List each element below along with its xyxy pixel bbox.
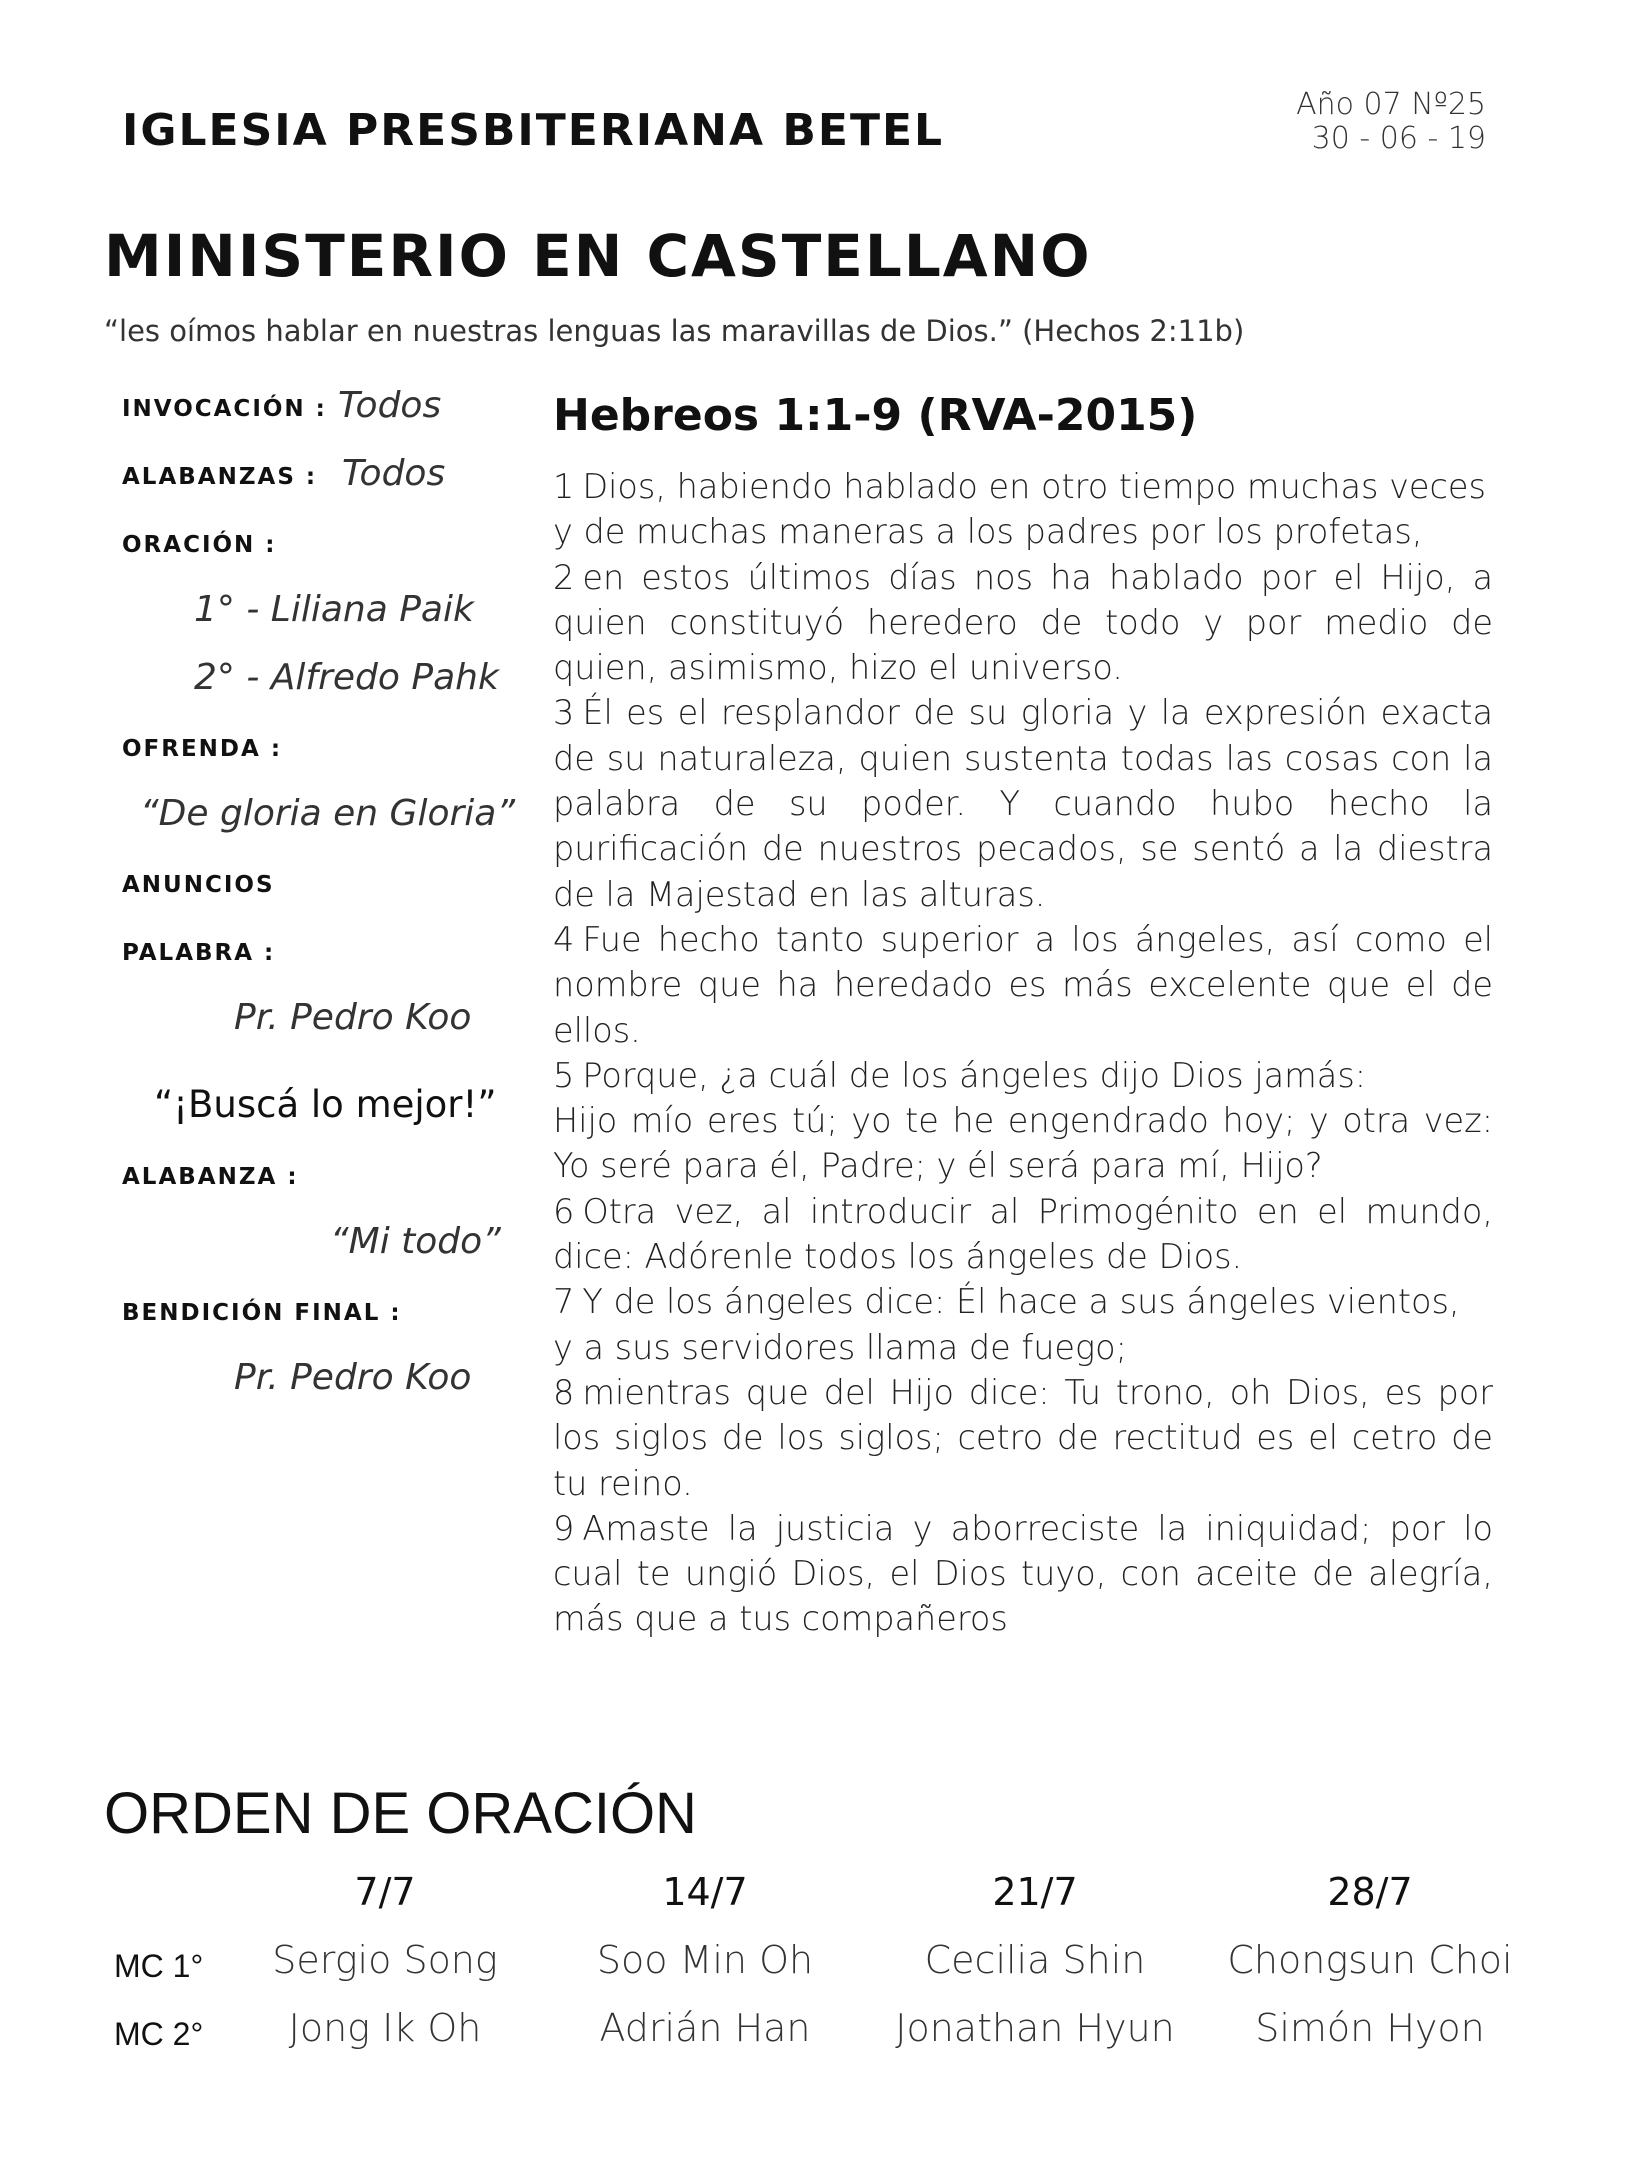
anuncios-label: ANUNCIOS bbox=[122, 872, 275, 898]
verse-number: 9 bbox=[553, 1508, 575, 1548]
verse-text: Y de los ángeles dice: Él hace a sus ángeles vientos, bbox=[582, 1282, 1460, 1322]
verse-text: Dios, habiendo hablado en otro tiempo muchas veces y de muchas maneras a los padres por los profetas, bbox=[553, 467, 1486, 552]
verse-number: 6 bbox=[553, 1191, 575, 1231]
verse bbox=[553, 555, 1493, 691]
verse-number: 4 bbox=[553, 919, 575, 959]
verse-continuation bbox=[553, 1098, 1493, 1189]
alabanzas-label: ALABANZAS : bbox=[122, 464, 318, 490]
schedule-cell: Adrián Han bbox=[599, 2006, 811, 2050]
issue-number: Año 07 Nº25 bbox=[1296, 87, 1486, 122]
alabanza-label: ALABANZA : bbox=[122, 1164, 299, 1190]
verse-continuation-text: y a sus servidores llama de fuego; bbox=[553, 1327, 1127, 1367]
ministry-title: MINISTERIO EN CASTELLANO bbox=[104, 222, 1092, 290]
verse bbox=[553, 1279, 1493, 1324]
order-of-service bbox=[122, 372, 515, 1412]
issue-date: 30 - 06 - 19 bbox=[1311, 121, 1486, 156]
invocacion-label: INVOCACIÓN : bbox=[122, 396, 327, 422]
verse-number: 8 bbox=[553, 1372, 575, 1412]
oracion-label: ORACIÓN : bbox=[122, 532, 277, 558]
verse-continuation-text: Hijo mío eres tú; yo te he engendrado hoy; y otra vez: Yo seré para él, Padre; y él será para mí, Hijo? bbox=[553, 1101, 1493, 1186]
ofrenda-label: OFRENDA : bbox=[122, 736, 283, 762]
verse bbox=[553, 690, 1493, 916]
schedule-date: 14/7 bbox=[662, 1870, 748, 1914]
alabanza-value: “Mi todo” bbox=[330, 1221, 501, 1262]
verse-continuation bbox=[553, 1325, 1493, 1370]
passage-title: Hebreos 1:1-9 (RVA-2015) bbox=[553, 390, 1198, 441]
schedule-cell: Cecilia Shin bbox=[924, 1938, 1146, 1982]
bendicion-value: Pr. Pedro Koo bbox=[234, 1357, 472, 1398]
schedule-row-label: MC 1° bbox=[114, 1948, 204, 1984]
sermon-title: “¡Buscá lo mejor!” bbox=[154, 1083, 497, 1126]
schedule-header-row bbox=[100, 1870, 1520, 1938]
verse bbox=[553, 1053, 1493, 1098]
church-name: IGLESIA PRESBITERIANA BETEL bbox=[122, 105, 945, 156]
verse-text: Fue hecho tanto superior a los ángeles, así como el nombre que ha heredado es más excelente que el de ellos. bbox=[553, 919, 1493, 1050]
bendicion-label: BENDICIÓN FINAL : bbox=[122, 1300, 402, 1326]
header-quote: “les oímos hablar en nuestras lenguas las maravillas de Dios.” (Hechos 2:11b) bbox=[104, 314, 1245, 348]
schedule-date: 28/7 bbox=[1327, 1870, 1413, 1914]
verse-number: 3 bbox=[553, 693, 575, 733]
ofrenda-value: “De gloria en Gloria” bbox=[140, 793, 515, 834]
oracion-first: 1° - Liliana Paik bbox=[194, 589, 474, 630]
verse-text: Otra vez, al introducir al Primogénito en el mundo, dice: Adórenle todos los ángeles de Dios. bbox=[553, 1191, 1493, 1277]
prayer-schedule-table bbox=[100, 1870, 1520, 2074]
schedule-row bbox=[100, 2006, 1520, 2074]
schedule-date: 21/7 bbox=[992, 1870, 1078, 1914]
schedule-row bbox=[100, 1938, 1520, 2006]
oracion-second: 2° - Alfredo Pahk bbox=[194, 657, 499, 698]
verse bbox=[553, 1189, 1493, 1280]
verse-number: 1 bbox=[553, 467, 575, 506]
alabanzas-value: Todos bbox=[342, 453, 446, 494]
preacher-name: Pr. Pedro Koo bbox=[234, 997, 472, 1038]
schedule-cell: Sergio Song bbox=[272, 1938, 498, 1982]
verse bbox=[553, 917, 1493, 1053]
schedule-cell: Jong Ik Oh bbox=[288, 2006, 482, 2050]
verse bbox=[553, 464, 1493, 555]
scripture-passage bbox=[553, 464, 1493, 1642]
palabra-label: PALABRA : bbox=[122, 940, 276, 966]
verse-text: Él es el resplandor de su gloria y la expresión exacta de su naturaleza, quien sustenta todas las cosas con la palabra de su poder. Y cuando hubo hecho la purificación de nuestros pecados, se sentó a la diestra de la Majestad en las alturas. bbox=[553, 693, 1493, 914]
schedule-date: 7/7 bbox=[354, 1870, 416, 1914]
verse bbox=[553, 1506, 1493, 1642]
verse-text: Amaste la justicia y aborreciste la iniquidad; por lo cual te ungió Dios, el Dios tuyo, con aceite de alegría, más que a tus compañeros bbox=[553, 1508, 1493, 1639]
verse-text: Porque, ¿a cuál de los ángeles dijo Dios jamás: bbox=[582, 1055, 1367, 1095]
schedule-cell: Soo Min Oh bbox=[596, 1938, 814, 1982]
schedule-cell: Simón Hyon bbox=[1255, 2006, 1485, 2050]
verse bbox=[553, 1370, 1493, 1506]
verse-text: mientras que del Hijo dice: Tu trono, oh Dios, es por los siglos de los siglos; cetro de rectitud es el cetro de tu reino. bbox=[553, 1372, 1493, 1503]
verse-number: 2 bbox=[553, 557, 575, 597]
schedule-row-label: MC 2° bbox=[114, 2016, 204, 2052]
schedule-cell: Jonathan Hyun bbox=[895, 2006, 1175, 2050]
issue-info bbox=[1296, 88, 1486, 156]
verse-number: 7 bbox=[553, 1282, 575, 1322]
invocacion-value: Todos bbox=[338, 385, 442, 426]
schedule-cell: Chongsun Choi bbox=[1227, 1938, 1513, 1982]
verse-number: 5 bbox=[553, 1055, 575, 1095]
prayer-schedule-title: ORDEN DE ORACIÓN bbox=[104, 1781, 697, 1846]
verse-text: en estos últimos días nos ha hablado por el Hijo, a quien constituyó heredero de todo y por medio de quien, asimismo, hizo el universo. bbox=[553, 557, 1493, 688]
